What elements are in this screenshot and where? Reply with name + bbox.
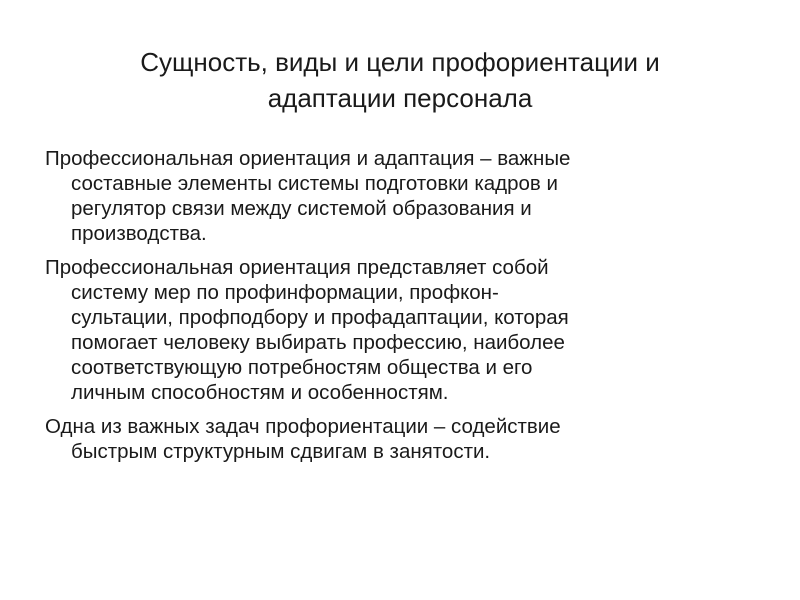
paragraph-2-line-6: личным способностям и особенностям. bbox=[71, 381, 449, 404]
slide-title-line-1: Сущность, виды и цели профориентации и bbox=[140, 47, 660, 77]
paragraph-2-line-1: Профессиональная ориентация представляет собой bbox=[45, 256, 549, 279]
slide-title-line-2: адаптации персонала bbox=[267, 83, 533, 113]
paragraph-3 bbox=[45, 414, 765, 464]
slide-title bbox=[60, 44, 740, 116]
paragraph-1 bbox=[45, 146, 765, 246]
paragraph-1-line-1: Профессиональная ориентация и адаптация – важные bbox=[45, 147, 571, 170]
paragraph-3-line-2: быстрым структурным сдвигам в занятости. bbox=[71, 440, 491, 463]
paragraph-2-line-5: соответствующую потребностям общества и его bbox=[71, 356, 533, 379]
paragraph-1-line-3: регулятор связи между системой образования и bbox=[71, 197, 532, 220]
paragraph-2 bbox=[45, 255, 765, 405]
paragraph-1-line-4: производства. bbox=[71, 222, 207, 245]
paragraph-1-line-2: составные элементы системы подготовки кадров и bbox=[71, 172, 558, 195]
paragraph-3-line-1: Одна из важных задач профориентации – содействие bbox=[45, 415, 561, 438]
paragraph-2-line-2: систему мер по профинформации, профкон- bbox=[71, 281, 499, 304]
paragraph-2-line-4: помогает человеку выбирать профессию, наиболее bbox=[71, 331, 565, 354]
slide-body bbox=[45, 146, 765, 473]
paragraph-2-line-3: сультации, профподбору и профадаптации, которая bbox=[71, 306, 569, 329]
